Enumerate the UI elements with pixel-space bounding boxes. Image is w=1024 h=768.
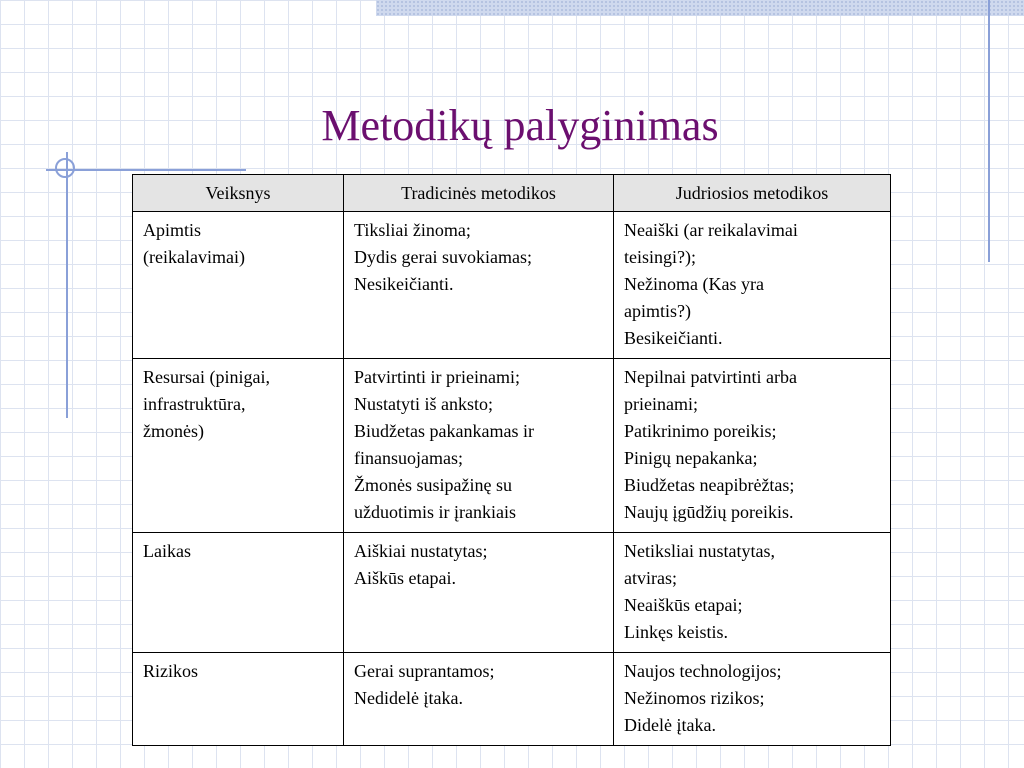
cell-text-line: Apimtis — [143, 220, 202, 240]
table-cell-traditional — [344, 359, 614, 533]
decorative-top-band — [376, 0, 1024, 16]
cell-text-line: Naujos technologijos; — [624, 661, 782, 681]
cell-text-line: Dydis gerai suvokiamas; — [354, 247, 532, 267]
decorative-left-vertical-line — [66, 152, 68, 418]
header-agile: Judriosios metodikos — [614, 175, 891, 212]
table-row — [133, 212, 891, 359]
cell-text-line: Nežinoma (Kas yra — [624, 274, 764, 294]
cell-text-line: Žmonės susipažinę su — [354, 475, 512, 495]
table-cell-agile — [614, 533, 891, 653]
table-cell-factor — [133, 212, 344, 359]
cell-text-line: Laikas — [143, 541, 191, 561]
cell-text-line: Nustatyti iš anksto; — [354, 394, 493, 414]
cell-text-line: Biudžetas pakankamas ir — [354, 421, 534, 441]
cell-text-line: Nežinomos rizikos; — [624, 688, 765, 708]
cell-text-line: Pinigų nepakanka; — [624, 448, 758, 468]
cell-text-line: apimtis?) — [624, 301, 691, 321]
cell-text-line: prieinami; — [624, 394, 698, 414]
cell-text-line: Biudžetas neapibrėžtas; — [624, 475, 795, 495]
decorative-left-horizontal-line — [46, 169, 246, 171]
table-row — [133, 533, 891, 653]
cell-text-line: Patikrinimo poreikis; — [624, 421, 777, 441]
table-header-row — [133, 175, 891, 212]
table-cell-factor — [133, 653, 344, 746]
comparison-table — [132, 174, 891, 746]
cell-text-line: žmonės) — [143, 421, 204, 441]
table-row — [133, 359, 891, 533]
table-cell-traditional — [344, 653, 614, 746]
cell-text-line: Netiksliai nustatytas, — [624, 541, 775, 561]
cell-text-line: Resursai (pinigai, — [143, 367, 270, 387]
cell-text-line: užduotimis ir įrankiais — [354, 502, 516, 522]
cell-text-line: Nesikeičianti. — [354, 274, 454, 294]
decorative-circle-icon — [55, 158, 75, 178]
cell-text-line: Rizikos — [143, 661, 199, 681]
cell-text-line: Nepilnai patvirtinti arba — [624, 367, 797, 387]
cell-text-line: finansuojamas; — [354, 448, 463, 468]
cell-text-line: Neaiškūs etapai; — [624, 595, 743, 615]
table-cell-agile — [614, 212, 891, 359]
decorative-right-line — [988, 0, 990, 262]
header-factor: Veiksnys — [133, 175, 344, 212]
cell-text-line: Aiškūs etapai. — [354, 568, 456, 588]
table-cell-agile — [614, 653, 891, 746]
table-body — [133, 212, 891, 746]
cell-text-line: Neaiški (ar reikalavimai — [624, 220, 798, 240]
table-cell-agile — [614, 359, 891, 533]
cell-text-line: (reikalavimai) — [143, 247, 245, 267]
cell-text-line: Nedidelė įtaka. — [354, 688, 463, 708]
cell-text-line: Besikeičianti. — [624, 328, 723, 348]
cell-text-line: atviras; — [624, 568, 677, 588]
cell-text-line: infrastruktūra, — [143, 394, 246, 414]
table-cell-factor — [133, 359, 344, 533]
cell-text-line: Patvirtinti ir prieinami; — [354, 367, 520, 387]
cell-text-line: Linkęs keistis. — [624, 622, 728, 642]
table-cell-traditional — [344, 533, 614, 653]
cell-text-line: Didelė įtaka. — [624, 715, 716, 735]
table-cell-factor — [133, 533, 344, 653]
header-traditional: Tradicinės metodikos — [344, 175, 614, 212]
slide-title: Metodikų palyginimas — [321, 101, 719, 150]
cell-text-line: Tiksliai žinoma; — [354, 220, 471, 240]
cell-text-line: teisingi?); — [624, 247, 696, 267]
cell-text-line: Aiškiai nustatytas; — [354, 541, 488, 561]
cell-text-line: Gerai suprantamos; — [354, 661, 495, 681]
cell-text-line: Naujų įgūdžių poreikis. — [624, 502, 794, 522]
table-row — [133, 653, 891, 746]
table-cell-traditional — [344, 212, 614, 359]
